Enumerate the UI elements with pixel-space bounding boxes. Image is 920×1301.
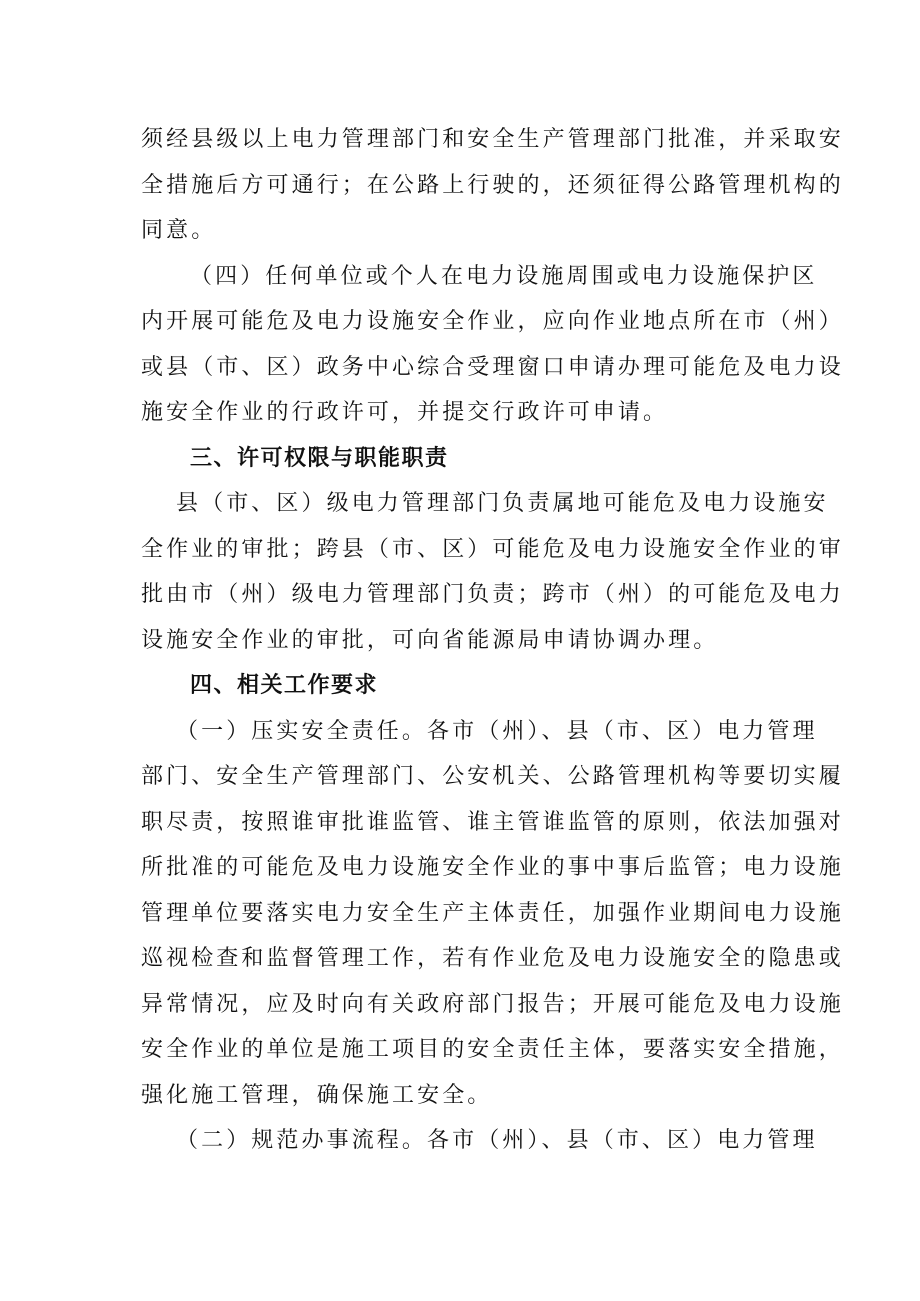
- paragraph-continued: [141, 117, 844, 254]
- section-heading-4: 四、相关工作要求: [190, 673, 379, 698]
- text-line: 县（市、区）级电力管理部门负责属地可能危及电力设施安: [176, 491, 829, 516]
- section-heading-3: 三、许可权限与职能职责: [190, 445, 449, 471]
- text-line: （二）规范办事流程。各市（州）、县（市、区）电力管理: [176, 1128, 818, 1153]
- paragraph-item-four: [141, 254, 844, 436]
- text-line: 全措施后方可通行；在公路上行驶的，还须征得公路管理机构的: [141, 172, 844, 198]
- text-line: 异常情况，应及时向有关政府部门报告；开展可能危及电力设施: [141, 991, 844, 1017]
- text-line: 批由市（州）级电力管理部门负责；跨市（州）的可能危及电力: [141, 582, 844, 607]
- text-line: 职尽责，按照谁审批谁监管、谁主管谁监管的原则，依法加强对: [141, 809, 844, 835]
- text-line: 巡视检查和监督管理工作，若有作业危及电力设施安全的隐患或: [141, 946, 844, 971]
- text-line: 全作业的审批；跨县（市、区）可能危及电力设施安全作业的审: [141, 536, 844, 562]
- text-line: 设施安全作业的审批，可向省能源局申请协调办理。: [141, 627, 719, 653]
- paragraph-responsibility: [141, 709, 844, 1119]
- text-line: 同意。: [141, 218, 217, 243]
- text-line: 施安全作业的行政许可，并提交行政许可申请。: [141, 400, 669, 425]
- text-line: 或县（市、区）政务中心综合受理窗口申请办理可能危及电力设: [141, 354, 844, 380]
- paragraph-permissions: [141, 481, 844, 663]
- text-line: 内开展可能危及电力设施安全作业，应向作业地点所在市（州）: [141, 309, 844, 334]
- text-line: （一）压实安全责任。各市（州）、县（市、区）电力管理: [176, 718, 818, 744]
- text-line: 须经县级以上电力管理部门和安全生产管理部门批准，并采取安: [141, 127, 844, 152]
- text-line: 管理单位要落实电力安全生产主体责任，加强作业期间电力设施: [141, 900, 844, 926]
- text-line: 所批准的可能危及电力设施安全作业的事中事后监管；电力设施: [141, 855, 844, 880]
- text-line: 部门、安全生产管理部门、公安机关、公路管理机构等要切实履: [141, 764, 844, 789]
- paragraph-procedure: [141, 1118, 818, 1164]
- text-line: 强化施工管理，确保施工安全。: [141, 1082, 493, 1108]
- text-line: （四）任何单位或个人在电力设施周围或电力设施保护区: [190, 263, 818, 289]
- text-line: 安全作业的单位是施工项目的安全责任主体，要落实安全措施，: [141, 1037, 844, 1062]
